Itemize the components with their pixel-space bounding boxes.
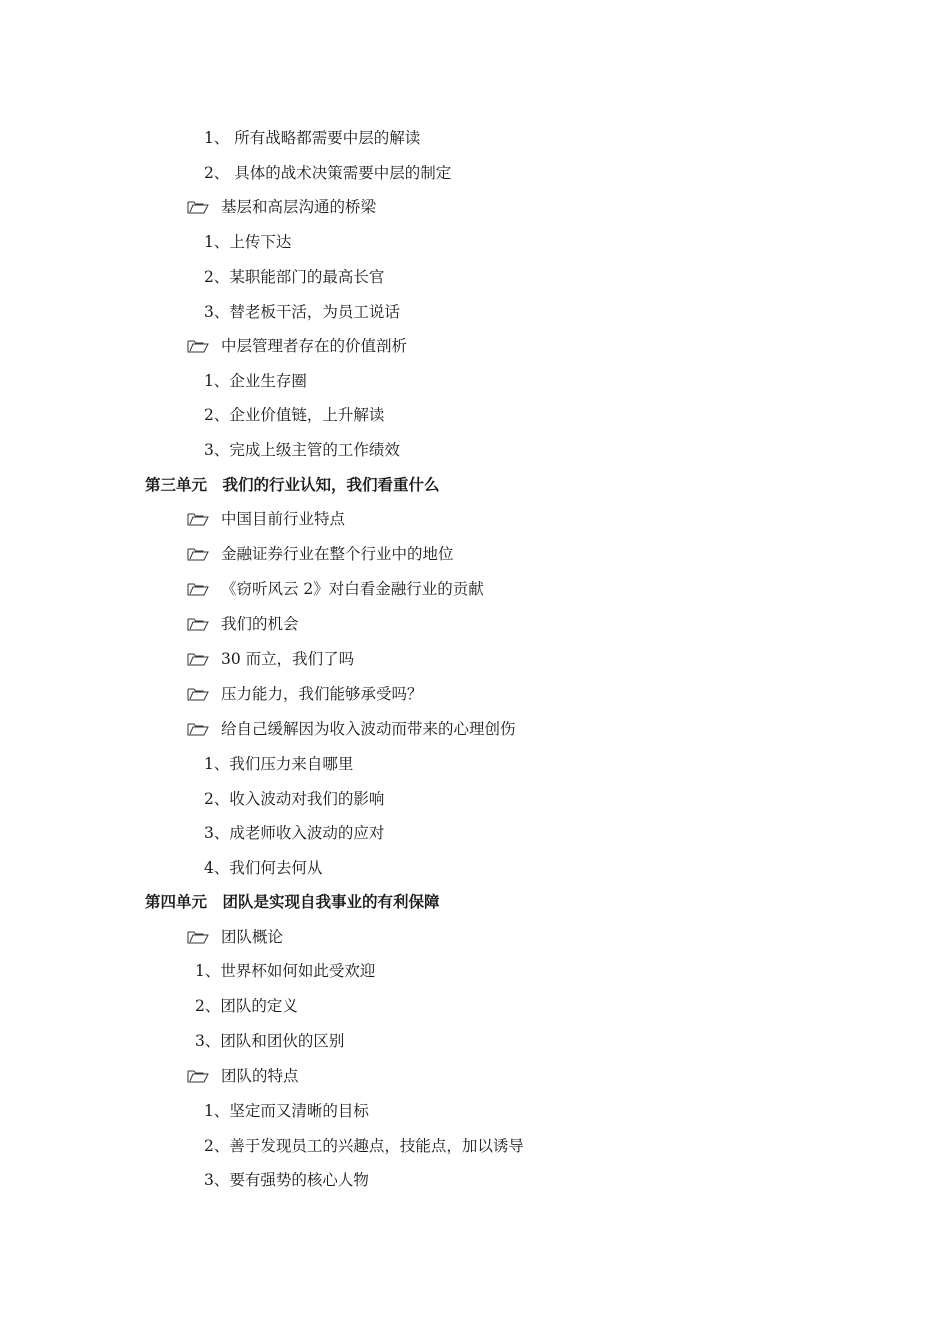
section-bullet: 团队概论 — [221, 928, 284, 946]
folder-icon — [187, 616, 209, 632]
list-item: 1、我们压力来自哪里 — [204, 755, 354, 773]
section-bullet: 30 而立，我们了吗 — [221, 650, 355, 668]
folder-icon — [187, 199, 209, 215]
section-bullet: 基层和高层沟通的桥梁 — [221, 198, 377, 216]
list-item: 3、完成上级主管的工作绩效 — [204, 441, 400, 459]
section-bullet: 金融证券行业在整个行业中的地位 — [221, 545, 454, 563]
section-bullet: 我们的机会 — [221, 615, 299, 633]
folder-icon — [187, 721, 209, 737]
list-item: 1、坚定而又清晰的目标 — [204, 1102, 369, 1120]
folder-icon — [187, 686, 209, 702]
list-item: 1、世界杯如何如此受欢迎 — [195, 962, 376, 980]
list-item: 3、替老板干活，为员工说话 — [204, 303, 400, 321]
list-item: 3、要有强势的核心人物 — [204, 1171, 369, 1189]
section-bullet: 中层管理者存在的价值剖析 — [221, 337, 408, 355]
section-bullet: 压力能力，我们能够承受吗？ — [221, 685, 423, 703]
folder-icon — [187, 1068, 209, 1084]
folder-icon — [187, 511, 209, 527]
section-bullet: 团队的特点 — [221, 1067, 299, 1085]
list-item: 2、团队的定义 — [195, 997, 298, 1015]
folder-icon — [187, 581, 209, 597]
unit-heading: 第四单元 团队是实现自我事业的有利保障 — [145, 892, 440, 911]
list-item: 2、善于发现员工的兴趣点，技能点，加以诱导 — [204, 1137, 524, 1155]
list-item: 2、某职能部门的最高长官 — [204, 268, 385, 286]
section-bullet: 中国目前行业特点 — [221, 510, 346, 528]
folder-icon — [187, 929, 209, 945]
list-item: 4、我们何去何从 — [204, 859, 323, 877]
list-item: 3、团队和团伙的区别 — [195, 1032, 345, 1050]
list-item: 2、收入波动对我们的影响 — [204, 790, 385, 808]
list-item: 2、 具体的战术决策需要中层的制定 — [204, 164, 452, 182]
list-item: 3、成老师收入波动的应对 — [204, 824, 385, 842]
folder-icon — [187, 338, 209, 354]
section-bullet: 给自己缓解因为收入波动而带来的心理创伤 — [221, 720, 516, 738]
section-bullet: 《窃听风云 2》对白看金融行业的贡献 — [221, 580, 484, 598]
folder-icon — [187, 651, 209, 667]
folder-icon — [187, 546, 209, 562]
list-item: 2、企业价值链，上升解读 — [204, 406, 385, 424]
list-item: 1、企业生存圈 — [204, 372, 307, 390]
unit-heading: 第三单元 我们的行业认知，我们看重什么 — [145, 475, 440, 494]
list-item: 1、上传下达 — [204, 233, 292, 251]
list-item: 1、 所有战略都需要中层的解读 — [204, 129, 421, 147]
